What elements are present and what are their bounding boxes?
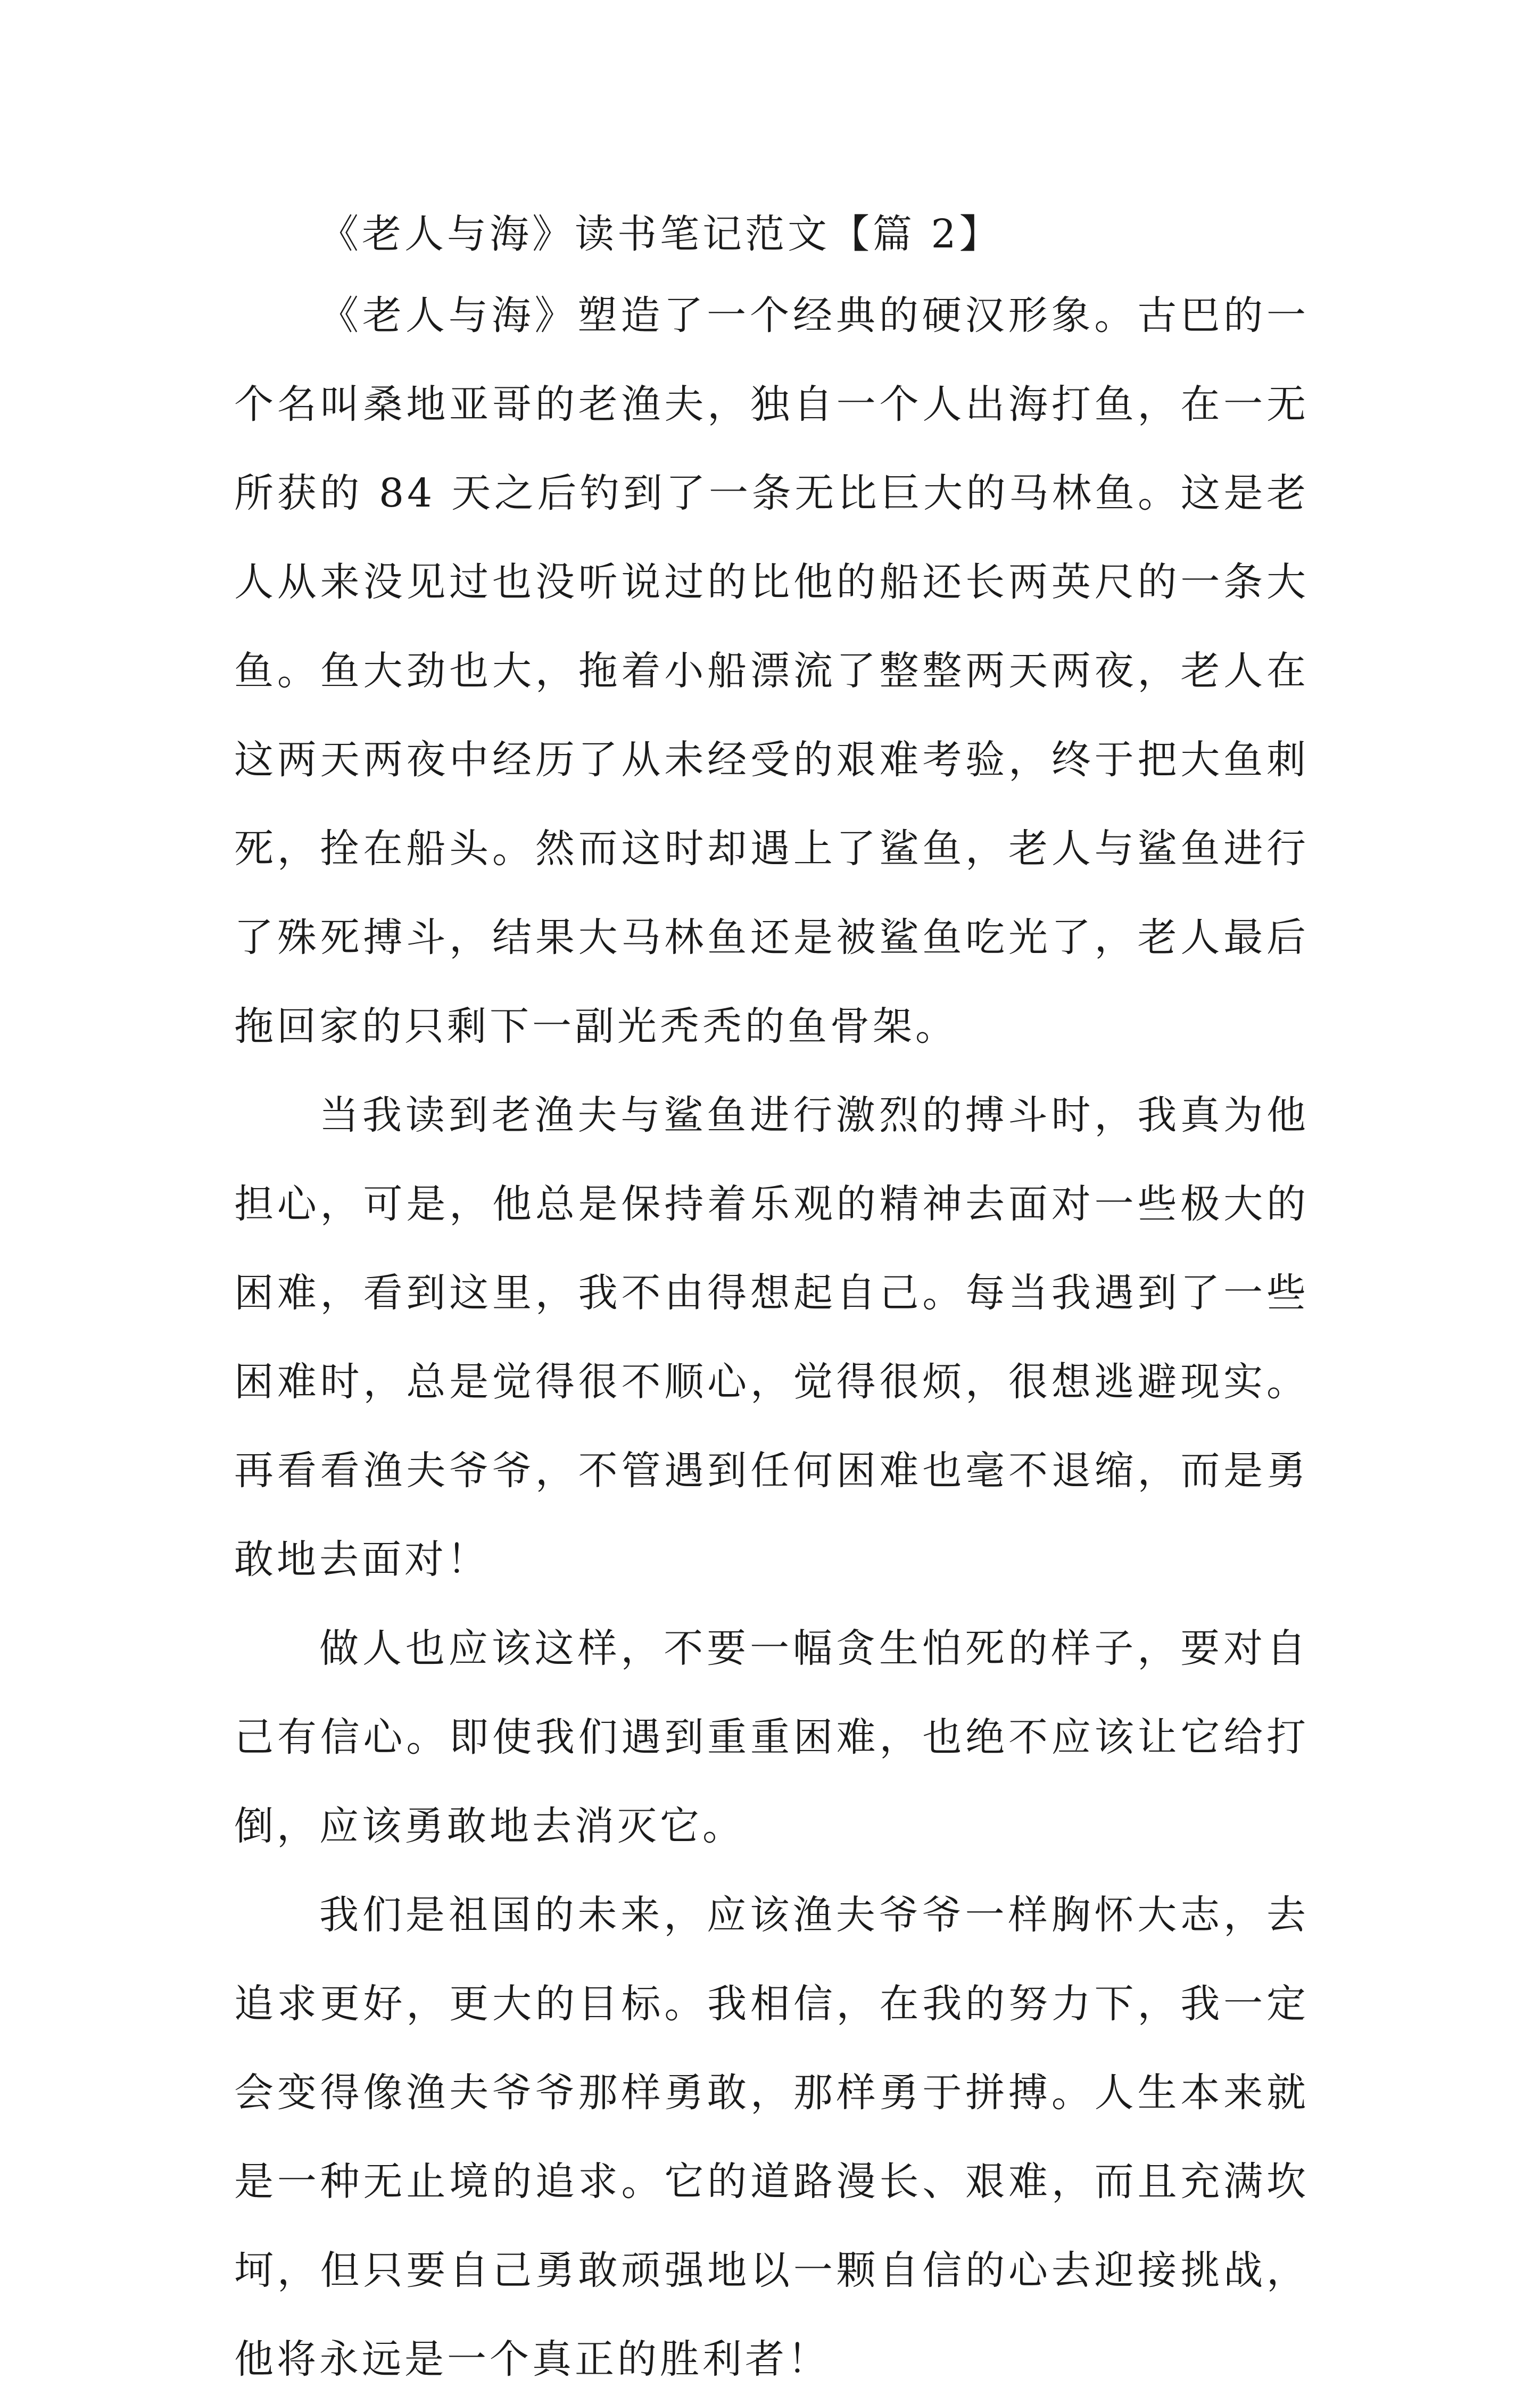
paragraph-4: 我们是祖国的未来，应该渔夫爷爷一样胸怀大志，去追求更好，更大的目标。我相信，在我的努力下，我一定会变得像渔夫爷爷那样勇敢，那样勇于拼搏。人生本来就是一种无止境的追求。它的道路漫长、艰难，而且充满坎坷，但只要自己勇敢顽强地以一颗自信的心去迎接挑战，他将永远是一个真正的胜利者！	[234, 1892, 1309, 2382]
paragraph-3: 做人也应该这样，不要一幅贪生怕死的样子，要对自己有信心。即使我们遇到重重困难，也绝不应该让它给打倒，应该勇敢地去消灭它。	[234, 1626, 1309, 1849]
paragraph-2: 当我读到老渔夫与鲨鱼进行激烈的搏斗时，我真为他担心，可是，他总是保持着乐观的精神去面对一些极大的困难，看到这里，我不由得想起自己。每当我遇到了一些困难时，总是觉得很不顺心，觉得很烦，很想逃避现实。再看看渔夫爷爷，不管遇到任何困难也毫不退缩，而是勇敢地去面对！	[234, 1092, 1309, 1582]
document-title: 《老人与海》读书笔记范文【篇 2】	[319, 211, 1002, 257]
paragraph-1: 《老人与海》塑造了一个经典的硬汉形象。古巴的一个名叫桑地亚哥的老渔夫，独自一个人出海打鱼，在一无所获的 84 天之后钓到了一条无比巨大的马林鱼。这是老人从来没见过也没听说过的比他的船还长两英尺的一条大鱼。鱼大劲也大，拖着小船漂流了整整两天两夜，老人在这两天两夜中经历了从未经受的艰难考验，终于把大鱼刺死，拴在船头。然而这时却遇上了鲨鱼，老人与鲨鱼进行了殊死搏斗，结果大马林鱼还是被鲨鱼吃光了，老人最后拖回家的只剩下一副光秃秃的鱼骨架。	[234, 293, 1309, 1049]
document-body	[234, 197, 1309, 2404]
